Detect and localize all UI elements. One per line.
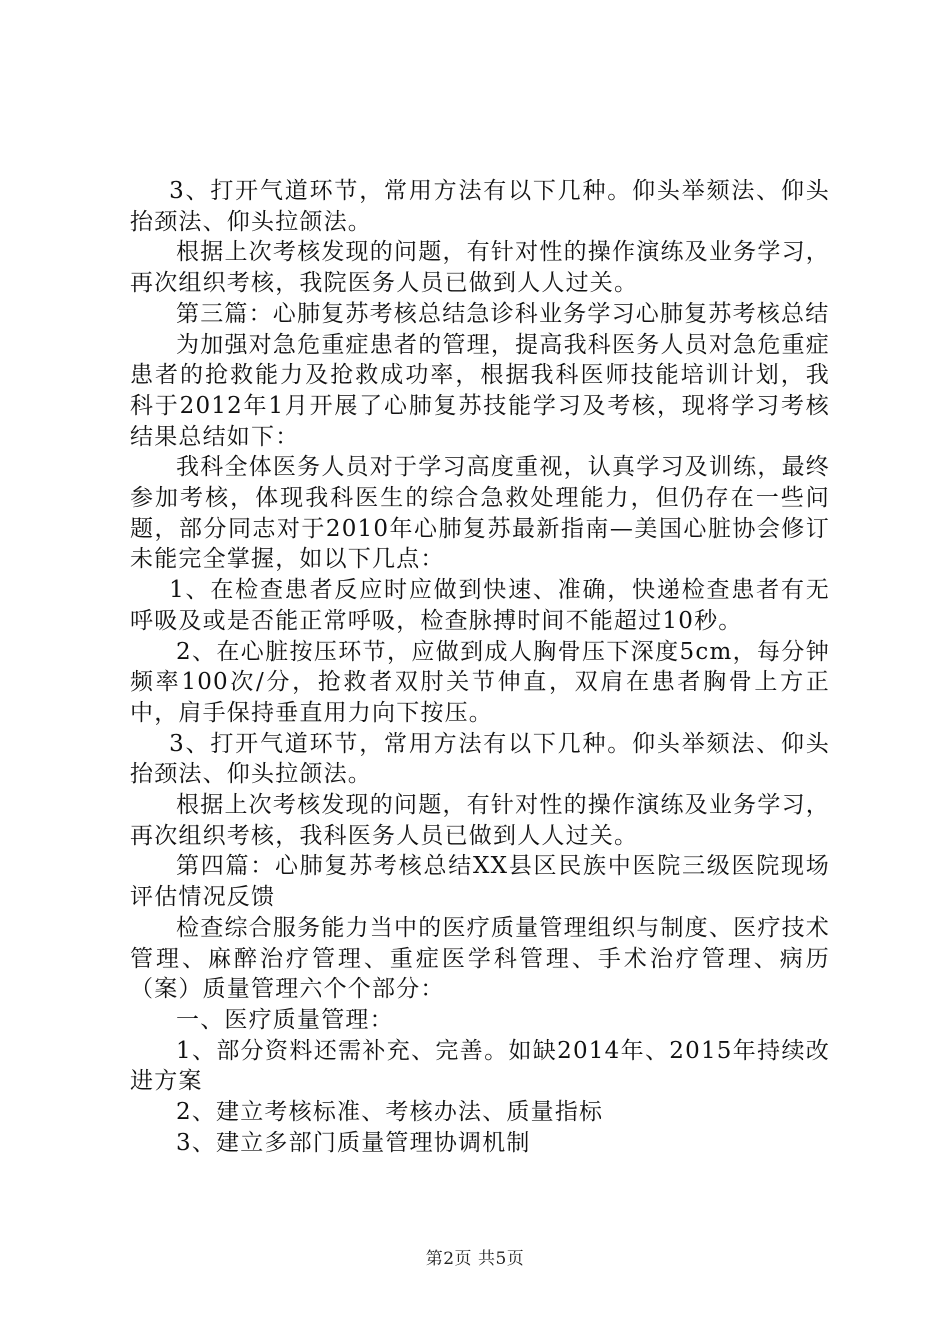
page-footer (0, 1244, 950, 1269)
paragraph-airway-1: 3、打开气道环节，常用方法有以下几种。仰头举颏法、仰头抬颈法、仰头拉颌法。 (130, 178, 830, 235)
section-heading-part4: 第四篇：心肺复苏考核总结XX县区民族中医院三级医院现场评估情况反馈 (130, 853, 830, 911)
paragraph-point-3: 3、打开气道环节，常用方法有以下几种。仰头举颏法、仰头抬颈法、仰头拉颌法。 (130, 730, 830, 788)
list-item-2: 2、建立考核标准、考核办法、质量指标 (176, 1099, 604, 1126)
paragraph-intro: 为加强对急危重症患者的管理，提高我科医务人员对急危重症患者的抢救能力及抢救成功率，根据我科医师技能培训计划，我科于2012年1月开展了心肺复苏技能学习及考核，现将学习考核结果总结如下： (130, 331, 830, 450)
document-body (130, 176, 830, 1159)
paragraph-retest-department: 根据上次考核发现的问题，有针对性的操作演练及业务学习，再次组织考核，我科医务人员已做到人人过关。 (130, 792, 830, 849)
subheading-quality-management: 一、医疗质量管理： (176, 1006, 394, 1033)
paragraph-inspection-scope: 检查综合服务能力当中的医疗质量管理组织与制度、医疗技术管理、麻醉治疗管理、重症医学科管理、手术治疗管理、病历（案）质量管理六个个部分： (130, 914, 830, 1003)
list-item-1: 1、部分资料还需补充、完善。如缺2014年、2015年持续改进方案 (130, 1037, 830, 1095)
section-heading-part3: 第三篇：心肺复苏考核总结急诊科业务学习心肺复苏考核总结 (176, 300, 830, 327)
paragraph-point-1: 1、在检查患者反应时应做到快速、准确，快递检查患者有无呼吸及或是否能正常呼吸，检查脉搏时间不能超过10秒。 (130, 577, 830, 634)
paragraph-point-2: 2、在心脏按压环节，应做到成人胸骨压下深度5cm，每分钟频率100次/分，抢救者双肘关节伸直，双肩在患者胸骨上方正中，肩手保持垂直用力向下按压。 (130, 638, 830, 726)
paragraph-staff-assessment: 我科全体医务人员对于学习高度重视，认真学习及训练，最终参加考核，体现我科医生的综合急救处理能力，但仍存在一些问题，部分同志对于2010年心肺复苏最新指南—美国心脏协会修订未能完全掌握，如以下几点： (130, 454, 830, 573)
page-number-label: 第2页 共5页 (425, 1249, 525, 1269)
paragraph-retest-hospital: 根据上次考核发现的问题，有针对性的操作演练及业务学习，再次组织考核，我院医务人员已做到人人过关。 (130, 239, 830, 297)
list-item-3: 3、建立多部门质量管理协调机制 (176, 1129, 531, 1156)
